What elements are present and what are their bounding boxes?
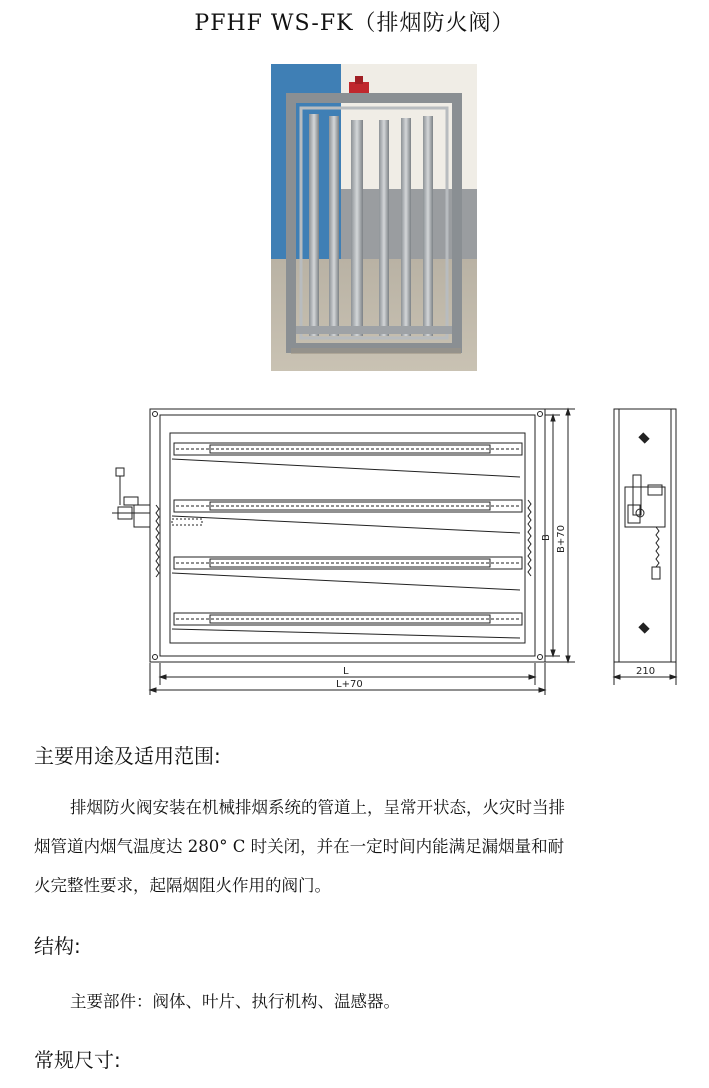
usage-line-3: 火完整性要求，起隔烟阻火作用的阀门。: [34, 876, 331, 895]
technical-drawing: [0, 395, 709, 700]
usage-heading: 主要用途及适用范围:: [34, 744, 221, 768]
blade-group: [172, 443, 522, 638]
usage-line-1: 排烟防火阀安装在机械排烟系统的管道上，呈常开状态，火灾时当排: [70, 798, 565, 817]
dim-depth-label: 210: [636, 666, 656, 677]
dim-b70-label: B+70: [556, 525, 567, 553]
dim-l-label: L: [343, 666, 349, 677]
side-view: [614, 409, 676, 685]
product-photo: [271, 64, 477, 371]
usage-paragraph: [34, 788, 674, 905]
usage-line-2: 烟管道内烟气温度达 280° C 时关闭，并在一定时间内能满足漏烟量和耐: [34, 837, 565, 856]
dim-b-label: B: [541, 534, 552, 541]
sizes-heading: 常规尺寸:: [34, 1048, 121, 1072]
structure-parts: 主要部件：阀体、叶片、执行机构、温感器。: [70, 992, 400, 1011]
dim-l70-label: L+70: [336, 679, 363, 690]
actuator: [112, 468, 150, 527]
page-title: PFHF WS-FK（排烟防火阀）: [194, 11, 515, 36]
structure-heading: 结构:: [34, 934, 81, 958]
